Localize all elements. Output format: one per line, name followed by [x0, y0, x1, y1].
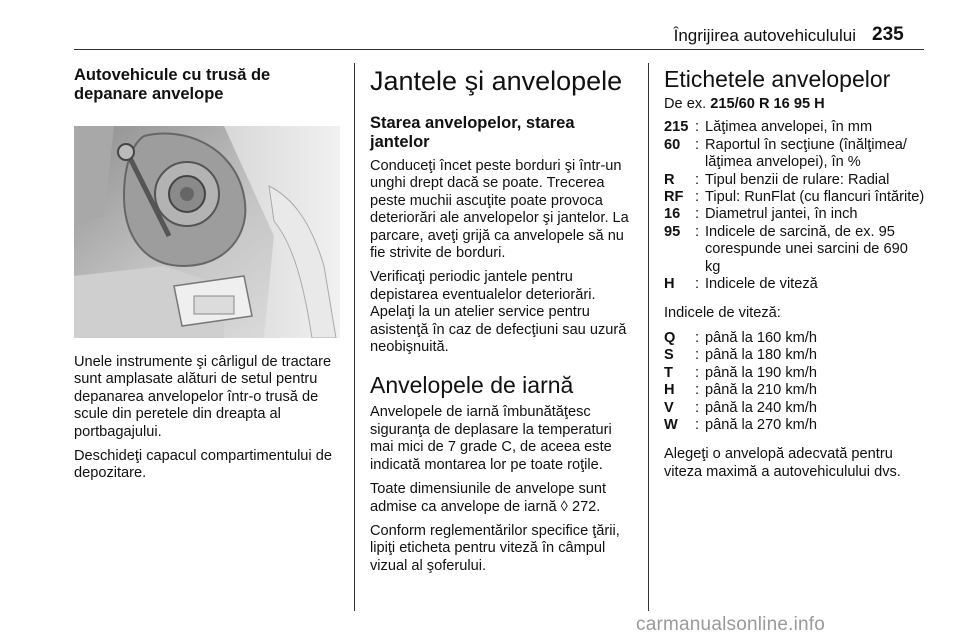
chapter-title-wheels-tires: Jantele şi anvelopele: [370, 66, 623, 96]
tire-code-example: [664, 96, 926, 113]
tire-code-row: [664, 276, 926, 293]
legend-key: 16: [664, 206, 681, 223]
legend-key: RF: [664, 189, 684, 206]
tire-code-row: [664, 172, 926, 189]
trunk-tool-compartment-image: [74, 126, 340, 338]
page-header-title: Îngrijirea autovehiculului: [673, 26, 856, 45]
legend-key: 60: [664, 136, 681, 153]
section-title-winter-tires: Anvelopele de iarnă: [370, 372, 574, 399]
legend-value: Lăţimea anvelopei, în mm: [705, 119, 873, 136]
speed-index-row: [664, 382, 926, 399]
speed-index-row: [664, 347, 926, 364]
example-prefix: De ex.: [664, 96, 707, 112]
paragraph-winter-safety: Anvelopele de iarnă îmbunătăţesc siguranţa de deplasare la temperaturi mai mici de 7 grade C, de aceea este indicată montarea lor pe toate roţile.: [370, 404, 612, 473]
legend-value: până la 190 km/h: [705, 364, 817, 381]
right-column: [664, 66, 926, 488]
left-column: [74, 66, 342, 490]
speed-index-row: [664, 365, 926, 382]
paragraph-choose-tire: Alegeţi o anvelopă adecvată pentru viteza maximă a autovehiculului dvs.: [664, 446, 901, 480]
watermark-text: carmanualsonline.info: [636, 614, 826, 635]
legend-separator: :: [695, 223, 700, 240]
legend-key: R: [664, 171, 675, 188]
legend-key: H: [664, 276, 675, 293]
legend-separator: :: [695, 171, 700, 188]
paragraph-winter-sizes: [370, 481, 634, 516]
legend-key: 215: [664, 119, 689, 136]
header-divider: [74, 49, 924, 50]
tire-code-row: [664, 189, 926, 206]
paragraph-curbs: Conduceţi încet peste borduri şi într-un unghi drept dacă se poate. Trecerea peste muchii ascuţite poate provoca deteriorări ale anvelopelor şi jantelor. La parcare, aveţi grijă ca anvelopele să nu fie strivite de borduri.: [370, 158, 629, 262]
legend-separator: :: [695, 189, 700, 206]
legend-key: Q: [664, 329, 676, 346]
tire-code-row: [664, 206, 926, 223]
legend-key: V: [664, 399, 674, 416]
speed-index-row: [664, 417, 926, 434]
legend-value: Indicele de sarcină, de ex. 95 corespunde unei sarcini de 690 kg: [705, 223, 908, 275]
speed-index-row: [664, 330, 926, 347]
crossref-arrow-icon: ◊: [560, 498, 568, 515]
tire-code-row: [664, 137, 926, 172]
legend-separator: :: [695, 347, 700, 364]
speed-index-row: [664, 400, 926, 417]
legend-separator: :: [695, 136, 700, 153]
legend-key: W: [664, 416, 678, 433]
legend-value: până la 270 km/h: [705, 416, 817, 433]
legend-value: până la 210 km/h: [705, 382, 817, 399]
paragraph-check-wheels: Verificaţi periodic jantele pentru depistarea eventualelor deteriorări. Apelaţi la un atelier service pentru asistenţă în caz de defecţiuni sau uzură neobişnuită.: [370, 269, 627, 356]
legend-value: Tipul: RunFlat (cu flancuri întărite): [705, 189, 925, 206]
tire-code-legend: [664, 119, 926, 293]
legend-separator: :: [695, 329, 700, 346]
legend-separator: :: [695, 399, 700, 416]
legend-key: H: [664, 382, 675, 399]
example-code: 215/60 R 16 95 H: [710, 96, 825, 112]
legend-value: până la 180 km/h: [705, 347, 817, 364]
legend-key: 95: [664, 223, 681, 240]
crossref-link-272[interactable]: 272.: [571, 498, 601, 515]
speed-index-legend: [664, 330, 926, 434]
section-title-tire-labels: Etichetele anvelopelor: [664, 66, 891, 92]
paragraph-open-cover: Deschideţi capacul compartimentului de depozitare.: [74, 448, 332, 482]
paragraph-speed-label: Conform reglementărilor specifice ţării, lipiţi eticheta pentru viteză în câmpul vizual al şoferului.: [370, 522, 620, 574]
legend-separator: :: [695, 119, 700, 136]
legend-value: Diametrul jantei, în inch: [705, 206, 858, 223]
page-number: 235: [872, 24, 904, 45]
legend-value: Indicele de viteză: [705, 276, 818, 293]
winter-sizes-text: Toate dimensiunile de anvelope sunt admise ca anvelope de iarnă: [370, 481, 607, 515]
legend-value: Raportul în secţiune (înălţimea/ lăţimea anvelopei), în %: [705, 136, 907, 171]
legend-separator: :: [695, 276, 700, 293]
tire-code-row: [664, 119, 926, 136]
legend-key: S: [664, 347, 674, 364]
legend-value: până la 240 km/h: [705, 399, 817, 416]
legend-separator: :: [695, 416, 700, 433]
tire-code-row: [664, 224, 926, 276]
middle-column: [370, 66, 634, 582]
legend-separator: :: [695, 364, 700, 381]
subheading-tire-condition: Starea anvelopelor, starea jantelor: [370, 114, 575, 151]
speed-index-label: Indicele de viteză:: [664, 305, 781, 322]
paragraph-tools-location: Unele instrumente şi cârligul de tractare sunt amplasate alături de setul pentru depanarea anvelopelor într-o trusă de scule din peretele din dreapta al portbagajului.: [74, 354, 332, 440]
legend-value: Tipul benzii de rulare: Radial: [705, 171, 890, 188]
legend-separator: :: [695, 206, 700, 223]
legend-key: T: [664, 364, 673, 381]
legend-value: până la 160 km/h: [705, 329, 817, 346]
column-divider-left: [354, 63, 355, 611]
section-heading-tire-repair-kit: Autovehicule cu trusă de depanare anvelope: [74, 66, 271, 103]
legend-separator: :: [695, 382, 700, 399]
column-divider-right: [648, 63, 649, 611]
